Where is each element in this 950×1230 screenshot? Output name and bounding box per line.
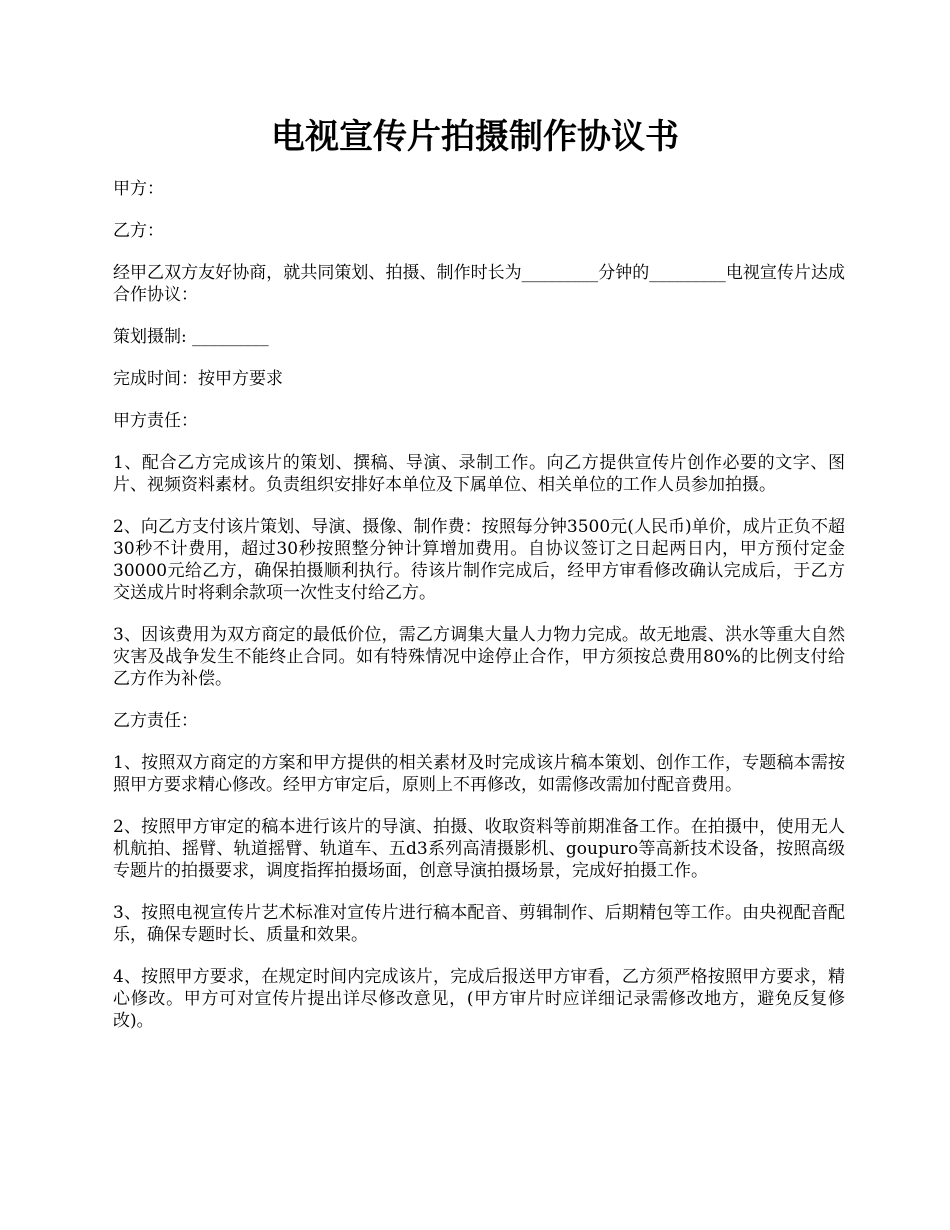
party-a-line: 甲方： bbox=[113, 179, 164, 199]
party-b-line: 乙方： bbox=[113, 221, 164, 241]
party-b-clause-1: 1、按照双方商定的方案和甲方提供的相关素材及时完成该片稿本策划、创作工作，专题稿本需按照甲方要求精心修改。经甲方审定后，原则上不再修改，如需修改需加付配音费用。 bbox=[113, 753, 845, 795]
document-body bbox=[113, 178, 845, 1052]
party-b-clause-3: 3、按照电视宣传片艺术标准对宣传片进行稿本配音、剪辑制作、后期精包等工作。由央视配音配乐，确保专题时长、质量和效果。 bbox=[113, 903, 845, 945]
agreement-intro: 经甲乙双方友好协商，就共同策划、拍摄、制作时长为_________分钟的_________电视宣传片达成合作协议： bbox=[113, 263, 845, 305]
completion-time-line: 完成时间：按甲方要求 bbox=[113, 369, 283, 389]
party-a-responsibilities-heading: 甲方责任： bbox=[113, 411, 198, 431]
party-a-clause-2: 2、向乙方支付该片策划、导演、摄像、制作费：按照每分钟3500元(人民币)单价，成片正负不超30秒不计费用，超过30秒按照整分钟计算增加费用。自协议签订之日起两日内，甲方预付定金30000元给乙方，确保拍摄顺利执行。待该片制作完成后，经甲方审看修改确认完成后，于乙方交送成片时将剩余款项一次性支付给乙方。 bbox=[113, 517, 845, 603]
party-a-clause-3: 3、因该费用为双方商定的最低价位，需乙方调集大量人力物力完成。故无地震、洪水等重大自然灾害及战争发生不能终止合同。如有特殊情况中途停止合作，甲方须按总费用80%的比例支付给乙方作为补偿。 bbox=[113, 625, 845, 689]
party-b-responsibilities-heading: 乙方责任： bbox=[113, 711, 198, 731]
planning-production-line: 策划摄制: _________ bbox=[113, 327, 269, 347]
party-b-clause-2: 2、按照甲方审定的稿本进行该片的导演、拍摄、收取资料等前期准备工作。在拍摄中，使用无人机航拍、摇臂、轨道摇臂、轨道车、五d3系列高清摄影机、goupuro等高新技术设备，按照高级专题片的拍摄要求，调度指挥拍摄场面，创意导演拍摄场景，完成好拍摄工作。 bbox=[113, 817, 845, 881]
document-title: 电视宣传片拍摄制作协议书 bbox=[271, 117, 679, 157]
party-a-clause-1: 1、配合乙方完成该片的策划、撰稿、导演、录制工作。向乙方提供宣传片创作必要的文字、图片、视频资料素材。负责组织安排好本单位及下属单位、相关单位的工作人员参加拍摄。 bbox=[113, 453, 845, 495]
party-b-clause-4: 4、按照甲方要求，在规定时间内完成该片，完成后报送甲方审看，乙方须严格按照甲方要求，精心修改。甲方可对宣传片提出详尽修改意见，(甲方审片时应详细记录需修改地方，避免反复修改)。 bbox=[113, 967, 845, 1031]
